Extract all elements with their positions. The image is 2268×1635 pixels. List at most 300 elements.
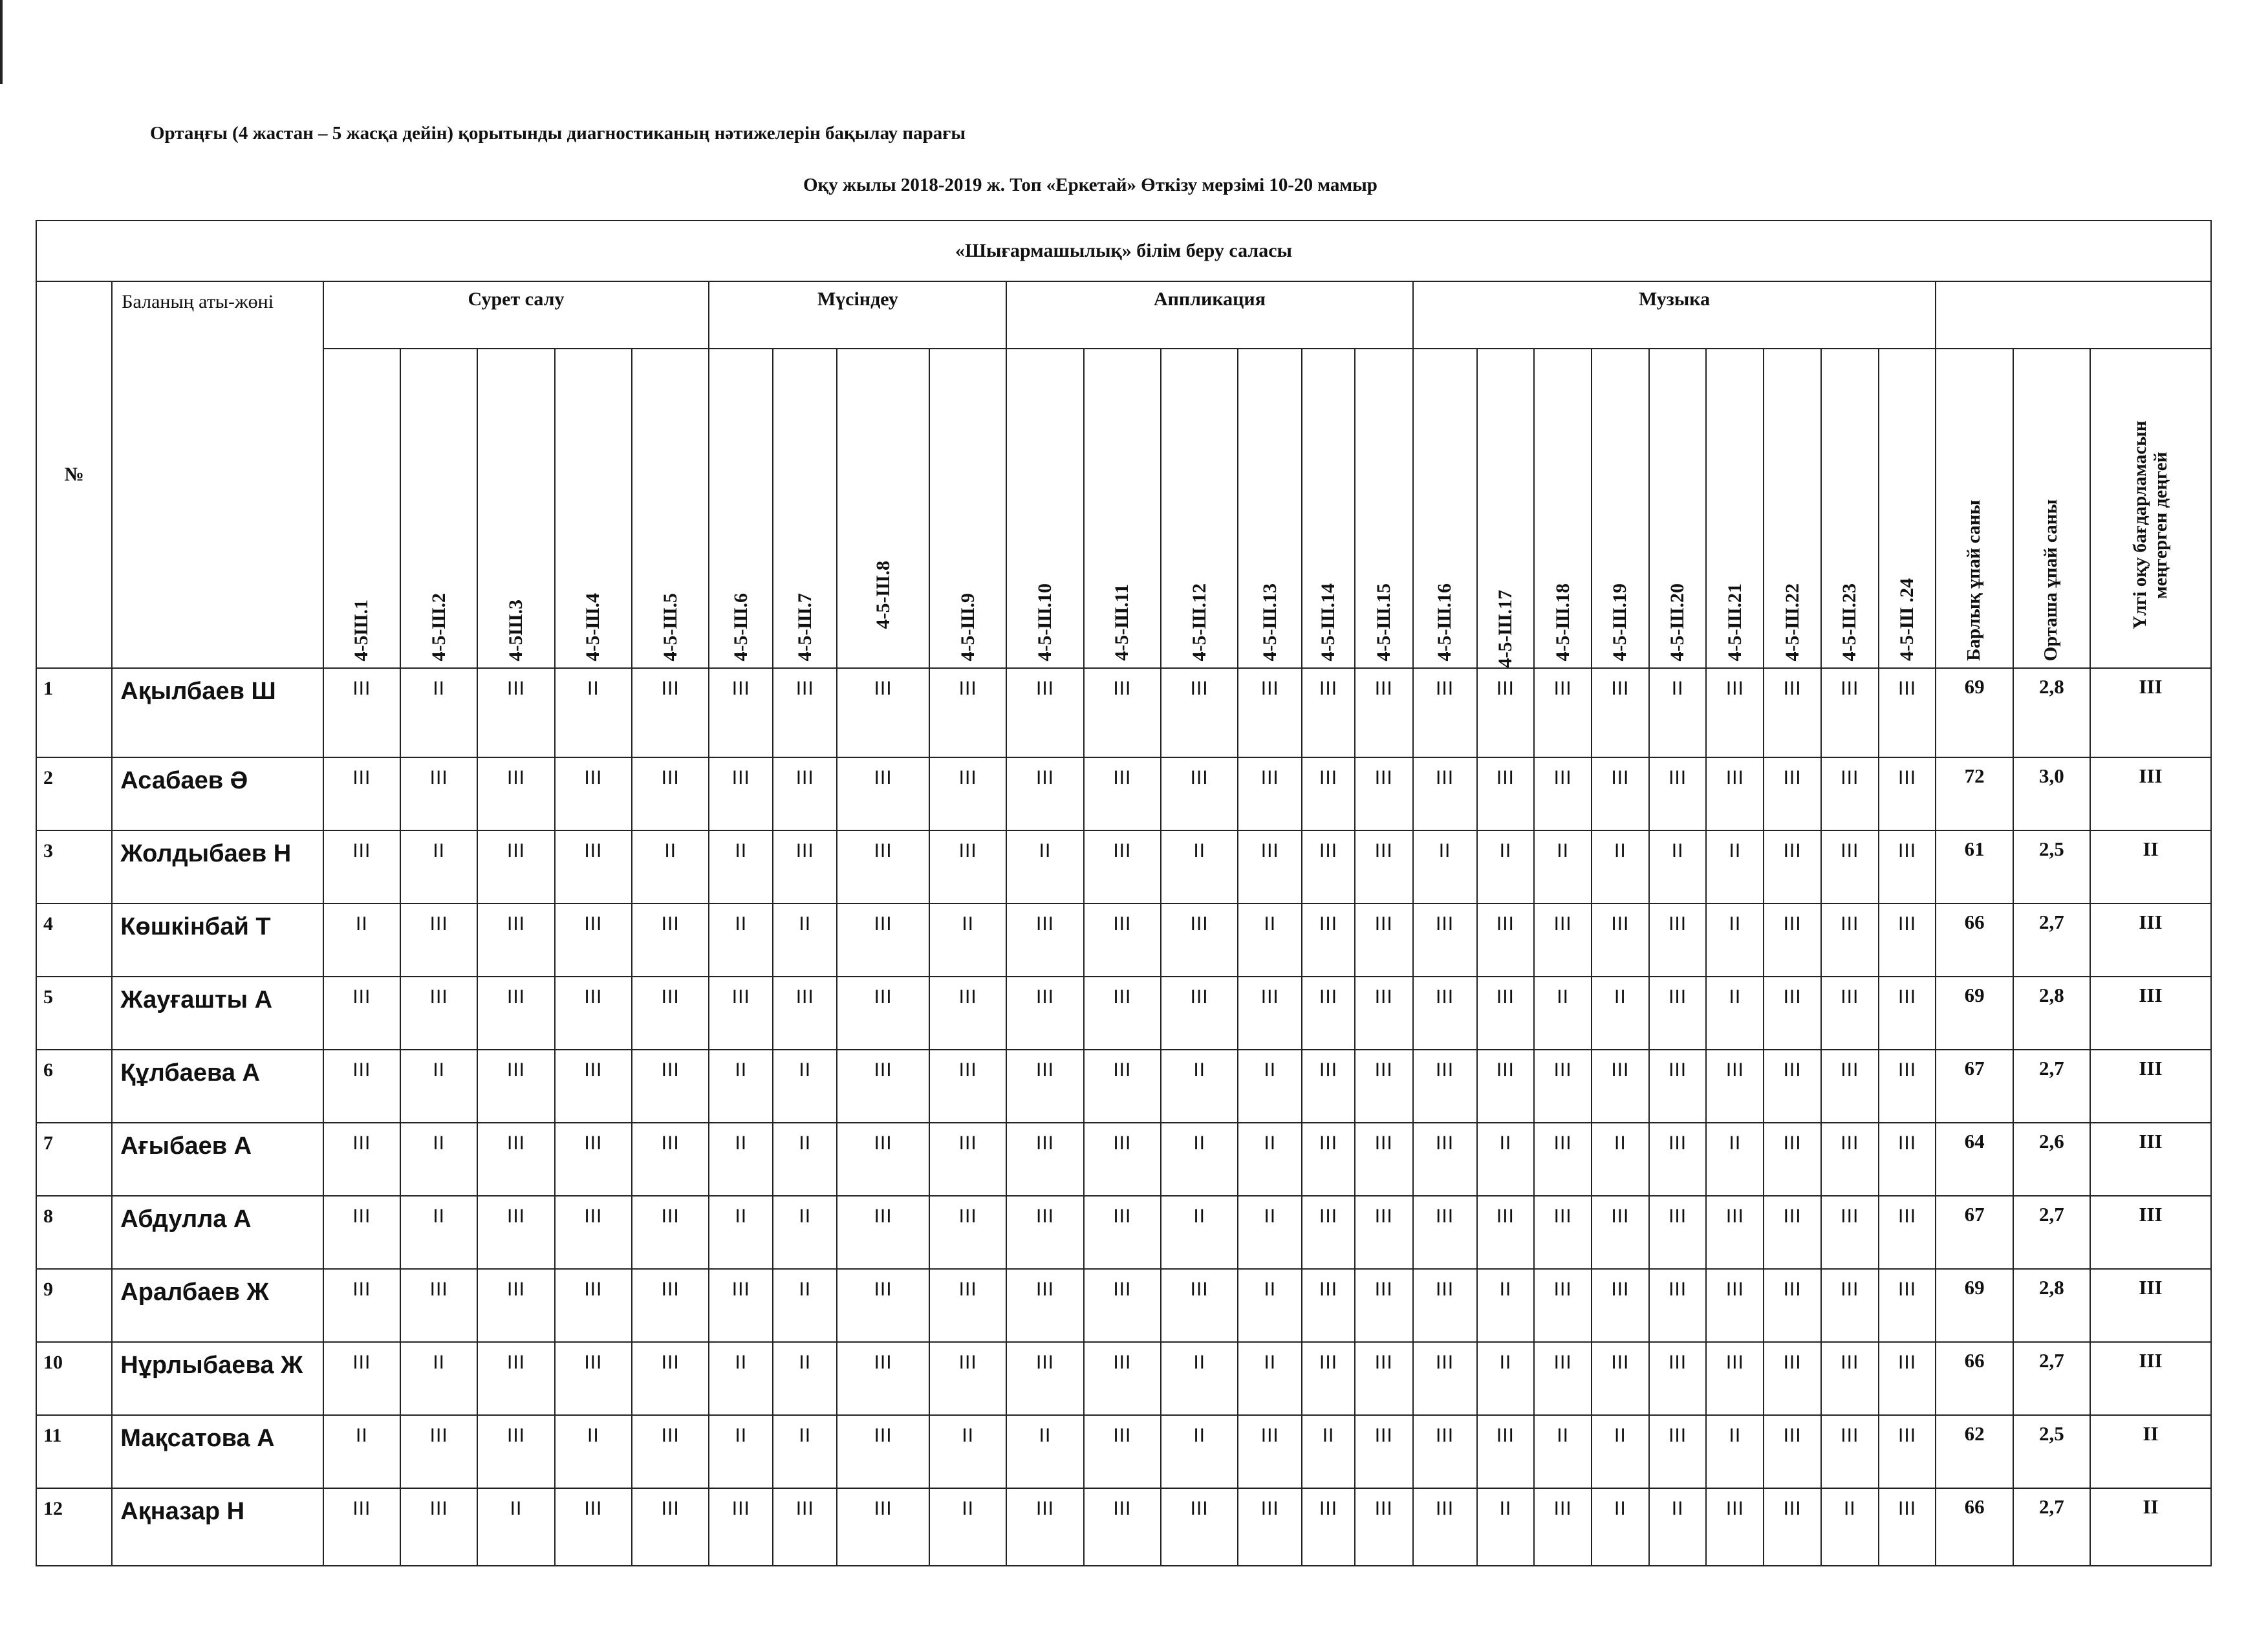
level-cell: II bbox=[1592, 830, 1649, 904]
child-name: Жолдыбаев Н bbox=[112, 830, 323, 904]
level-cell: III bbox=[1006, 1050, 1083, 1123]
level-cell: III bbox=[773, 757, 837, 830]
level-cell: III bbox=[837, 668, 929, 757]
table-row bbox=[36, 904, 2211, 977]
level-cell: III bbox=[1413, 1488, 1477, 1566]
level-cell: III bbox=[400, 1269, 477, 1342]
level-cell: III bbox=[1649, 1415, 1707, 1488]
mastery-level: III bbox=[2090, 1196, 2211, 1269]
child-name: Нұрлыбаева Ж bbox=[112, 1342, 323, 1415]
level-cell: III bbox=[1355, 1269, 1413, 1342]
level-cell: III bbox=[1821, 1050, 1879, 1123]
level-cell: III bbox=[1477, 977, 1535, 1050]
level-cell: III bbox=[1592, 757, 1649, 830]
summary-label: Үлгі оқу бағдарламасын меңгерген деңгей bbox=[2129, 420, 2171, 630]
level-cell: III bbox=[929, 1050, 1006, 1123]
level-cell: II bbox=[1413, 830, 1477, 904]
level-cell: II bbox=[929, 1415, 1006, 1488]
total-score: 66 bbox=[1936, 1488, 2013, 1566]
level-cell: II bbox=[400, 668, 477, 757]
child-name: Асабаев Ә bbox=[112, 757, 323, 830]
diagnostics-table bbox=[36, 220, 2212, 1566]
level-cell: III bbox=[1534, 1342, 1592, 1415]
level-cell: II bbox=[555, 1415, 632, 1488]
table-row bbox=[36, 1488, 2211, 1566]
code-label: 4-5-Ш.11 bbox=[1111, 584, 1133, 661]
level-cell: III bbox=[773, 977, 837, 1050]
mastery-level: II bbox=[2090, 1488, 2211, 1566]
level-cell: III bbox=[837, 977, 929, 1050]
level-cell: III bbox=[400, 1415, 477, 1488]
level-cell: II bbox=[709, 1196, 773, 1269]
level-cell: III bbox=[1534, 1050, 1592, 1123]
code-header bbox=[1649, 349, 1707, 668]
level-cell: III bbox=[1821, 1123, 1879, 1196]
child-name: Аралбаев Ж bbox=[112, 1269, 323, 1342]
level-cell: III bbox=[632, 1196, 709, 1269]
level-cell: II bbox=[1161, 1342, 1238, 1415]
level-cell: II bbox=[1161, 1123, 1238, 1196]
level-cell: II bbox=[1006, 830, 1083, 904]
total-score: 69 bbox=[1936, 977, 2013, 1050]
level-cell: III bbox=[837, 1050, 929, 1123]
level-cell: III bbox=[1879, 757, 1936, 830]
level-cell: III bbox=[1534, 668, 1592, 757]
summary-group-header bbox=[1936, 281, 2211, 349]
level-cell: III bbox=[632, 1415, 709, 1488]
level-cell: III bbox=[1006, 668, 1083, 757]
row-number: 9 bbox=[36, 1269, 112, 1342]
code-header bbox=[1879, 349, 1936, 668]
level-cell: III bbox=[1084, 668, 1161, 757]
level-cell: III bbox=[1821, 904, 1879, 977]
level-cell: III bbox=[1477, 757, 1535, 830]
code-label: 4-5-Ш.9 bbox=[956, 592, 978, 661]
code-header bbox=[400, 349, 477, 668]
level-cell: III bbox=[477, 977, 554, 1050]
level-cell: II bbox=[400, 830, 477, 904]
row-number: 4 bbox=[36, 904, 112, 977]
level-cell: II bbox=[1477, 1269, 1535, 1342]
level-cell: III bbox=[1879, 1415, 1936, 1488]
level-cell: III bbox=[1821, 1269, 1879, 1342]
level-cell: III bbox=[1649, 1342, 1707, 1415]
level-cell: III bbox=[555, 1123, 632, 1196]
level-cell: III bbox=[1477, 1196, 1535, 1269]
code-header bbox=[1706, 349, 1764, 668]
average-score: 2,7 bbox=[2013, 1488, 2090, 1566]
table-row bbox=[36, 1415, 2211, 1488]
level-cell: III bbox=[709, 1488, 773, 1566]
level-cell: III bbox=[400, 977, 477, 1050]
level-cell: III bbox=[632, 1488, 709, 1566]
level-cell: III bbox=[1302, 1488, 1355, 1566]
page-edge-line bbox=[0, 0, 3, 84]
code-label: 4-5-Ш.7 bbox=[794, 592, 815, 661]
level-cell: II bbox=[323, 1415, 400, 1488]
mastery-level: III bbox=[2090, 757, 2211, 830]
level-cell: III bbox=[1821, 1196, 1879, 1269]
level-cell: III bbox=[1302, 1050, 1355, 1123]
code-header bbox=[929, 349, 1006, 668]
level-cell: III bbox=[1006, 1196, 1083, 1269]
level-cell: III bbox=[1355, 1342, 1413, 1415]
level-cell: III bbox=[632, 904, 709, 977]
level-cell: III bbox=[1649, 1196, 1707, 1269]
level-cell: III bbox=[1879, 904, 1936, 977]
child-name: Мақсатова А bbox=[112, 1415, 323, 1488]
level-cell: III bbox=[1879, 1488, 1936, 1566]
table-row bbox=[36, 668, 2211, 757]
mastery-level: III bbox=[2090, 1050, 2211, 1123]
child-name: Ағыбаев А bbox=[112, 1123, 323, 1196]
level-cell: III bbox=[837, 757, 929, 830]
page-subtitle: Оқу жылы 2018-2019 ж. Топ «Еркетай» Өткізу мерзімі 10-20 мамыр bbox=[803, 175, 1377, 195]
level-cell: III bbox=[1879, 830, 1936, 904]
level-cell: III bbox=[1355, 1488, 1413, 1566]
level-cell: III bbox=[1302, 904, 1355, 977]
level-cell: III bbox=[555, 757, 632, 830]
level-cell: III bbox=[323, 1196, 400, 1269]
summary-label: Барлық ұпай саны bbox=[1963, 500, 1985, 661]
code-header bbox=[555, 349, 632, 668]
level-cell: III bbox=[773, 668, 837, 757]
level-cell: II bbox=[773, 1342, 837, 1415]
code-label: 4-5-Ш.14 bbox=[1317, 583, 1339, 661]
level-cell: II bbox=[1706, 977, 1764, 1050]
code-label: 4-5-Ш.10 bbox=[1033, 583, 1055, 661]
level-cell: III bbox=[1084, 904, 1161, 977]
total-score: 69 bbox=[1936, 1269, 2013, 1342]
level-cell: III bbox=[1764, 977, 1821, 1050]
level-cell: II bbox=[1592, 1415, 1649, 1488]
level-cell: III bbox=[1477, 1415, 1535, 1488]
level-cell: III bbox=[477, 1050, 554, 1123]
name-header: Баланың аты-жөні bbox=[112, 281, 323, 668]
level-cell: II bbox=[1592, 977, 1649, 1050]
level-cell: II bbox=[1706, 1123, 1764, 1196]
average-score: 2,8 bbox=[2013, 977, 2090, 1050]
table-row bbox=[36, 977, 2211, 1050]
level-cell: III bbox=[555, 1196, 632, 1269]
level-cell: III bbox=[929, 977, 1006, 1050]
level-cell: II bbox=[1706, 1415, 1764, 1488]
level-cell: III bbox=[323, 830, 400, 904]
level-cell: III bbox=[1534, 1269, 1592, 1342]
code-header-row bbox=[36, 349, 2211, 668]
level-cell: III bbox=[323, 1123, 400, 1196]
level-cell: III bbox=[632, 1342, 709, 1415]
level-cell: III bbox=[1302, 668, 1355, 757]
level-cell: II bbox=[773, 904, 837, 977]
code-label: 4-5-Ш.13 bbox=[1258, 583, 1280, 661]
level-cell: II bbox=[1161, 830, 1238, 904]
total-score: 61 bbox=[1936, 830, 2013, 904]
level-cell: III bbox=[1592, 1269, 1649, 1342]
level-cell: II bbox=[773, 1050, 837, 1123]
level-cell: III bbox=[477, 1269, 554, 1342]
row-number: 2 bbox=[36, 757, 112, 830]
level-cell: II bbox=[1477, 830, 1535, 904]
level-cell: III bbox=[1764, 1196, 1821, 1269]
subject-music: Музыка bbox=[1413, 281, 1936, 349]
level-cell: III bbox=[1084, 1196, 1161, 1269]
level-cell: III bbox=[1355, 1123, 1413, 1196]
level-cell: III bbox=[477, 1123, 554, 1196]
average-score: 2,8 bbox=[2013, 668, 2090, 757]
code-label: 4-5-Ш.21 bbox=[1723, 583, 1745, 661]
row-number: 1 bbox=[36, 668, 112, 757]
table-row bbox=[36, 757, 2211, 830]
level-cell: II bbox=[1161, 1196, 1238, 1269]
total-score: 72 bbox=[1936, 757, 2013, 830]
level-cell: II bbox=[709, 1123, 773, 1196]
level-cell: III bbox=[929, 757, 1006, 830]
table-body bbox=[36, 668, 2211, 1566]
code-label: 4-5-Ш.20 bbox=[1667, 583, 1689, 661]
level-cell: II bbox=[1821, 1488, 1879, 1566]
level-cell: II bbox=[1534, 830, 1592, 904]
level-cell: II bbox=[709, 904, 773, 977]
level-cell: II bbox=[1477, 1488, 1535, 1566]
level-cell: III bbox=[709, 977, 773, 1050]
level-cell: III bbox=[837, 904, 929, 977]
level-header bbox=[2090, 349, 2211, 668]
mastery-level: III bbox=[2090, 977, 2211, 1050]
level-cell: III bbox=[837, 1123, 929, 1196]
level-cell: III bbox=[1706, 1196, 1764, 1269]
total-score: 64 bbox=[1936, 1123, 2013, 1196]
level-cell: III bbox=[1413, 977, 1477, 1050]
child-name: Ақылбаев Ш bbox=[112, 668, 323, 757]
mastery-level: III bbox=[2090, 904, 2211, 977]
code-header bbox=[1355, 349, 1413, 668]
level-cell: II bbox=[709, 1050, 773, 1123]
subject-modeling: Мүсіндеу bbox=[709, 281, 1006, 349]
level-cell: III bbox=[1477, 668, 1535, 757]
level-cell: III bbox=[1879, 668, 1936, 757]
level-cell: III bbox=[1764, 830, 1821, 904]
level-cell: III bbox=[837, 1269, 929, 1342]
level-cell: III bbox=[1821, 757, 1879, 830]
level-cell: III bbox=[1084, 1269, 1161, 1342]
level-cell: III bbox=[1821, 977, 1879, 1050]
level-cell: II bbox=[1649, 1488, 1707, 1566]
level-cell: III bbox=[477, 830, 554, 904]
level-cell: III bbox=[1084, 1123, 1161, 1196]
code-label: 4-5-Ш.16 bbox=[1434, 583, 1456, 661]
level-cell: II bbox=[555, 668, 632, 757]
level-cell: III bbox=[1879, 977, 1936, 1050]
level-cell: III bbox=[477, 1415, 554, 1488]
level-cell: III bbox=[1238, 1488, 1302, 1566]
level-cell: III bbox=[1821, 668, 1879, 757]
level-cell: III bbox=[1238, 668, 1302, 757]
level-cell: III bbox=[1302, 1196, 1355, 1269]
level-cell: III bbox=[837, 1342, 929, 1415]
code-label: 4-5-Ш.2 bbox=[427, 592, 449, 661]
level-cell: III bbox=[1879, 1123, 1936, 1196]
level-cell: III bbox=[837, 1196, 929, 1269]
child-name: Құлбаева А bbox=[112, 1050, 323, 1123]
level-cell: II bbox=[1006, 1415, 1083, 1488]
level-cell: III bbox=[1413, 1050, 1477, 1123]
level-cell: II bbox=[1534, 977, 1592, 1050]
code-label: 4-5Ш.3 bbox=[505, 599, 526, 661]
average-score: 3,0 bbox=[2013, 757, 2090, 830]
level-cell: III bbox=[1006, 1342, 1083, 1415]
level-cell: III bbox=[1238, 1415, 1302, 1488]
level-cell: III bbox=[773, 1488, 837, 1566]
level-cell: II bbox=[400, 1050, 477, 1123]
level-cell: III bbox=[477, 1342, 554, 1415]
level-cell: III bbox=[323, 1269, 400, 1342]
level-cell: II bbox=[1534, 1415, 1592, 1488]
code-label: 4-5-Ш.19 bbox=[1609, 583, 1631, 661]
code-header bbox=[1764, 349, 1821, 668]
total-score: 69 bbox=[1936, 668, 2013, 757]
level-cell: III bbox=[1413, 757, 1477, 830]
code-header bbox=[1161, 349, 1238, 668]
code-label: 4-5-Ш.12 bbox=[1188, 583, 1210, 661]
level-cell: III bbox=[477, 757, 554, 830]
level-cell: III bbox=[1084, 977, 1161, 1050]
level-cell: III bbox=[1161, 904, 1238, 977]
level-cell: III bbox=[1161, 1269, 1238, 1342]
level-cell: III bbox=[1006, 1488, 1083, 1566]
level-cell: III bbox=[1764, 1342, 1821, 1415]
subject-applique: Аппликация bbox=[1006, 281, 1412, 349]
level-cell: III bbox=[632, 668, 709, 757]
mastery-level: III bbox=[2090, 1123, 2211, 1196]
level-cell: III bbox=[1084, 1050, 1161, 1123]
level-cell: III bbox=[400, 1488, 477, 1566]
level-cell: III bbox=[929, 1342, 1006, 1415]
code-label: 4-5-Ш .24 bbox=[1896, 578, 1918, 661]
code-header bbox=[632, 349, 709, 668]
total-score: 66 bbox=[1936, 904, 2013, 977]
level-cell: III bbox=[837, 830, 929, 904]
level-cell: III bbox=[1879, 1196, 1936, 1269]
code-header bbox=[1006, 349, 1083, 668]
area-title: «Шығармашылық» білім беру саласы bbox=[36, 221, 2211, 281]
mastery-level: II bbox=[2090, 1415, 2211, 1488]
level-cell: III bbox=[773, 830, 837, 904]
level-cell: III bbox=[1649, 1123, 1707, 1196]
level-cell: III bbox=[1879, 1050, 1936, 1123]
level-cell: III bbox=[1413, 904, 1477, 977]
level-cell: III bbox=[1592, 1196, 1649, 1269]
level-cell: III bbox=[1413, 668, 1477, 757]
level-cell: III bbox=[1006, 757, 1083, 830]
level-cell: III bbox=[477, 668, 554, 757]
child-name: Көшкінбай Т bbox=[112, 904, 323, 977]
level-cell: III bbox=[929, 668, 1006, 757]
level-cell: III bbox=[400, 904, 477, 977]
level-cell: III bbox=[555, 977, 632, 1050]
code-label: 4-5-Ш.6 bbox=[729, 592, 751, 661]
level-cell: II bbox=[709, 1342, 773, 1415]
level-cell: III bbox=[1821, 830, 1879, 904]
level-cell: II bbox=[632, 830, 709, 904]
level-cell: III bbox=[1534, 757, 1592, 830]
level-cell: III bbox=[1764, 1488, 1821, 1566]
level-cell: III bbox=[709, 1269, 773, 1342]
code-header bbox=[1821, 349, 1879, 668]
code-header bbox=[837, 349, 929, 668]
level-cell: III bbox=[1879, 1269, 1936, 1342]
mastery-level: III bbox=[2090, 668, 2211, 757]
level-cell: III bbox=[1706, 668, 1764, 757]
level-cell: III bbox=[1592, 1050, 1649, 1123]
code-header bbox=[1302, 349, 1355, 668]
level-cell: III bbox=[1764, 757, 1821, 830]
level-cell: II bbox=[400, 1342, 477, 1415]
total-score: 67 bbox=[1936, 1050, 2013, 1123]
level-cell: III bbox=[1084, 830, 1161, 904]
level-cell: III bbox=[1413, 1415, 1477, 1488]
code-header bbox=[1413, 349, 1477, 668]
level-cell: III bbox=[1413, 1123, 1477, 1196]
code-header bbox=[1084, 349, 1161, 668]
total-score-header bbox=[1936, 349, 2013, 668]
level-cell: III bbox=[1006, 1123, 1083, 1196]
level-cell: II bbox=[1706, 904, 1764, 977]
average-score: 2,7 bbox=[2013, 1050, 2090, 1123]
level-cell: III bbox=[1161, 757, 1238, 830]
level-cell: III bbox=[929, 1269, 1006, 1342]
row-number: 12 bbox=[36, 1488, 112, 1566]
level-cell: III bbox=[1302, 757, 1355, 830]
level-cell: III bbox=[1355, 1196, 1413, 1269]
level-cell: III bbox=[323, 1050, 400, 1123]
level-cell: III bbox=[477, 904, 554, 977]
level-cell: III bbox=[1706, 1050, 1764, 1123]
level-cell: III bbox=[1649, 977, 1707, 1050]
total-score: 66 bbox=[1936, 1342, 2013, 1415]
level-cell: II bbox=[1161, 1415, 1238, 1488]
level-cell: III bbox=[929, 1123, 1006, 1196]
level-cell: III bbox=[1706, 1488, 1764, 1566]
code-label: 4-5-Ш.8 bbox=[872, 560, 894, 629]
average-score: 2,5 bbox=[2013, 1415, 2090, 1488]
level-cell: III bbox=[1764, 904, 1821, 977]
level-cell: III bbox=[1534, 904, 1592, 977]
level-cell: III bbox=[1413, 1342, 1477, 1415]
row-number: 3 bbox=[36, 830, 112, 904]
level-cell: III bbox=[1084, 1488, 1161, 1566]
level-cell: III bbox=[1592, 1342, 1649, 1415]
level-cell: III bbox=[555, 830, 632, 904]
level-cell: III bbox=[1302, 977, 1355, 1050]
level-cell: III bbox=[555, 1342, 632, 1415]
level-cell: II bbox=[1477, 1342, 1535, 1415]
subject-drawing: Сурет салу bbox=[323, 281, 709, 349]
code-label: 4-5-Ш.22 bbox=[1781, 583, 1803, 661]
level-cell: II bbox=[1302, 1415, 1355, 1488]
level-cell: III bbox=[1821, 1342, 1879, 1415]
level-cell: II bbox=[929, 904, 1006, 977]
level-cell: II bbox=[323, 904, 400, 977]
level-cell: III bbox=[1355, 668, 1413, 757]
level-cell: III bbox=[1006, 904, 1083, 977]
total-score: 67 bbox=[1936, 1196, 2013, 1269]
code-label: 4-5-Ш.17 bbox=[1494, 589, 1516, 667]
table-row bbox=[36, 1196, 2211, 1269]
level-cell: III bbox=[1764, 1123, 1821, 1196]
level-cell: III bbox=[1355, 1050, 1413, 1123]
level-cell: II bbox=[1477, 1123, 1535, 1196]
